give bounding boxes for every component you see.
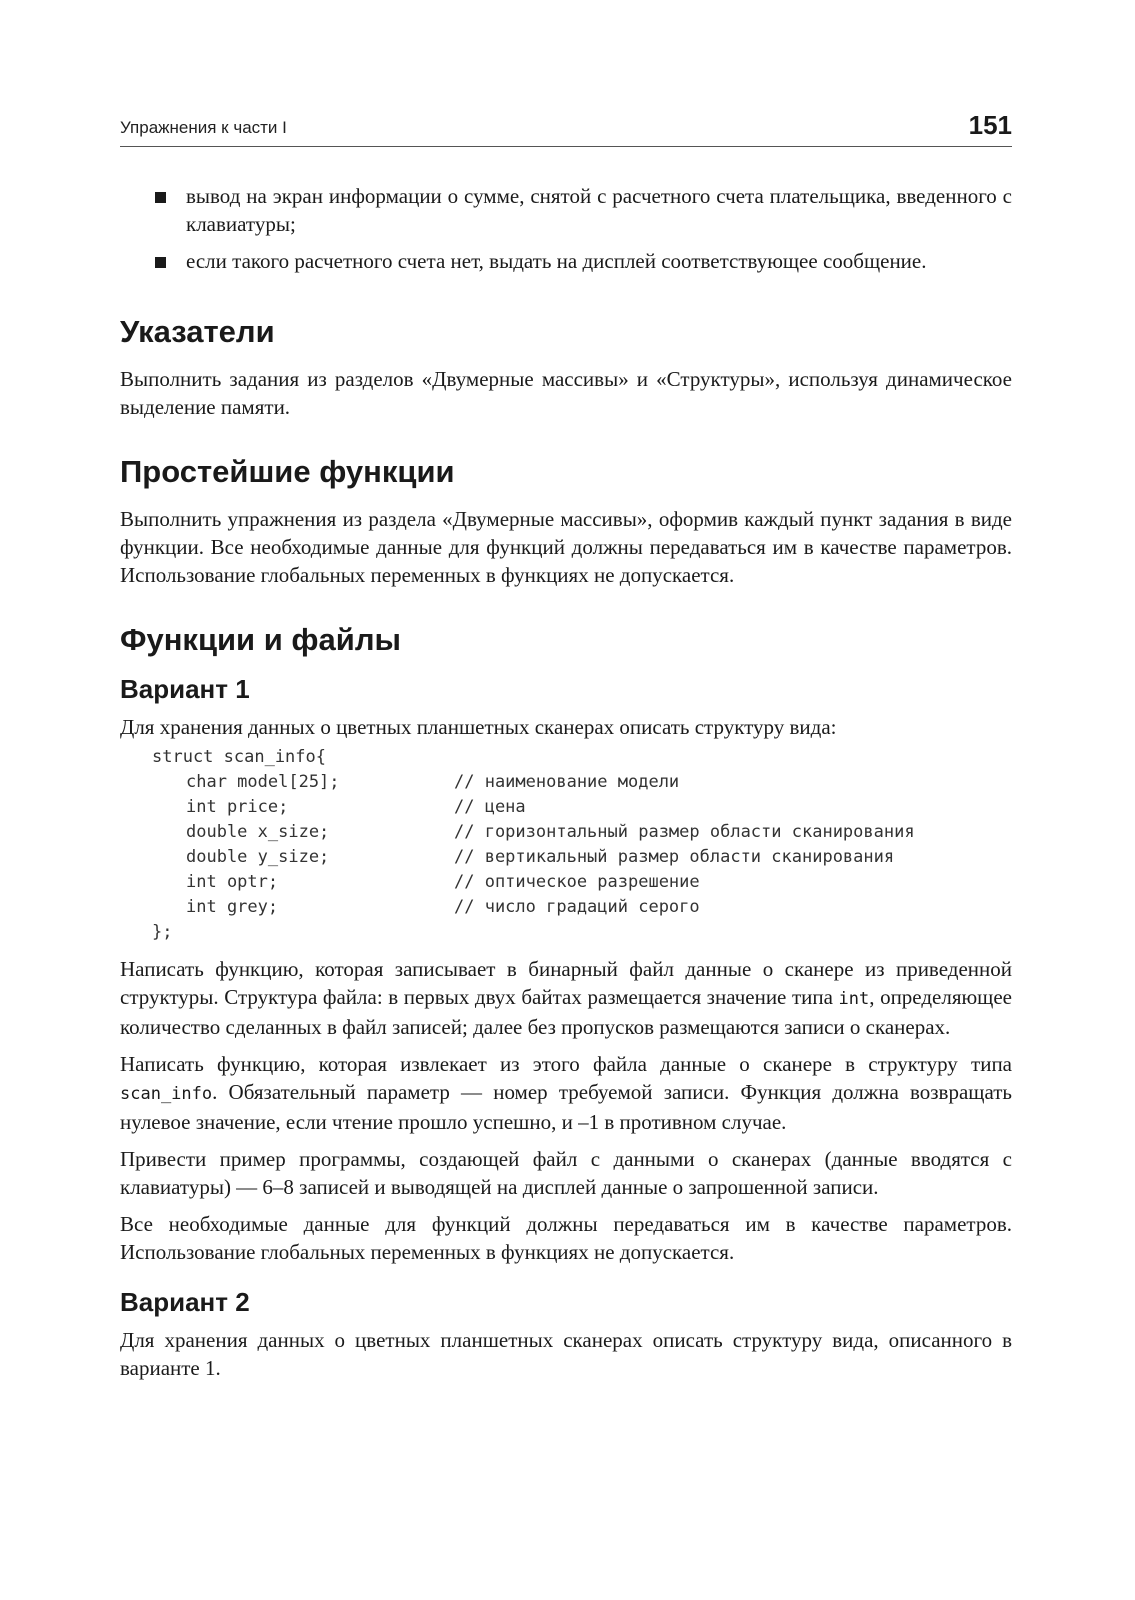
page-number: 151 — [968, 110, 1012, 140]
section-title-simple-functions: Простейшие функции — [120, 454, 455, 489]
code-line — [152, 870, 1012, 895]
text-run: Написать функцию, которая извлекает из этого файла данные о сканере в структуру типа — [120, 1052, 1012, 1076]
list-item — [120, 182, 1012, 238]
code-comment: // горизонтальный размер области сканирования — [454, 822, 915, 842]
list-item — [120, 247, 1012, 275]
square-bullet-icon — [155, 192, 166, 203]
text-run: , определяющее количество сделанных в файл записей; далее без пропусков размещаются записи о сканерах. — [120, 985, 1012, 1039]
code-struct-close: }; — [152, 922, 173, 942]
variant-1-paragraph-1 — [120, 955, 1012, 1041]
bullet-list — [120, 182, 1012, 275]
variant-1-title: Вариант 1 — [120, 674, 250, 704]
page-content — [120, 182, 1012, 1382]
variant-1-intro: Для хранения данных о цветных планшетных сканерах описать структуру вида: — [120, 715, 837, 739]
text-run: . Обязательный параметр — номер требуемой записи. Функция должна возвращать нулевое значение, если чтение прошло успешно, и –1 в противном случае. — [120, 1080, 1012, 1134]
code-line — [152, 770, 1012, 795]
code-comment: // наименование модели — [454, 772, 680, 792]
list-item-text: если такого расчетного счета нет, выдать на дисплей соответствующее сообщение. — [186, 249, 927, 273]
square-bullet-icon — [155, 257, 166, 268]
code-comment: // цена — [454, 797, 526, 817]
variant-2-text: Для хранения данных о цветных планшетных сканерах описать структуру вида, описанного в варианте 1. — [120, 1328, 1012, 1380]
code-line — [152, 920, 1012, 945]
list-item-text: вывод на экран информации о сумме, снятой с расчетного счета плательщика, введенного с клавиатуры; — [186, 184, 1012, 236]
variant-1-paragraph-4: Все необходимые данные для функций должны передаваться им в качестве параметров. Использование глобальных переменных в функциях не допускается. — [120, 1212, 1012, 1264]
inline-code: scan_info — [120, 1084, 213, 1104]
code-line — [152, 820, 1012, 845]
code-decl: int grey; — [186, 897, 279, 917]
code-line — [152, 845, 1012, 870]
code-decl: int price; — [186, 797, 289, 817]
variant-1-paragraph-2 — [120, 1050, 1012, 1136]
inline-code: int — [838, 989, 870, 1009]
section-title-functions-files: Функции и файлы — [120, 622, 401, 657]
text-run: Написать функцию, которая записывает в бинарный файл данные о сканере из приведенной структуры. Структура файла: в первых двух байтах размещается значение типа — [120, 957, 1012, 1009]
code-line — [152, 795, 1012, 820]
code-block — [152, 745, 1012, 945]
simple-functions-text: Выполнить упражнения из раздела «Двумерные массивы», оформив каждый пункт задания в виде функции. Все необходимые данные для функций должны передаваться им в качестве параметров. Использование глобальных переменных в функциях не допускается. — [120, 507, 1012, 587]
code-decl: double x_size; — [186, 822, 330, 842]
code-decl: int optr; — [186, 872, 279, 892]
code-comment: // число градаций серого — [454, 897, 700, 917]
code-comment: // оптическое разрешение — [454, 872, 700, 892]
running-title: Упражнения к части I — [120, 118, 287, 137]
pointers-text: Выполнить задания из разделов «Двумерные массивы» и «Структуры», используя динамическое выделение памяти. — [120, 367, 1012, 419]
code-decl: char model[25]; — [186, 772, 340, 792]
variant-2-title: Вариант 2 — [120, 1287, 250, 1317]
section-title-pointers: Указатели — [120, 314, 275, 349]
code-line — [152, 745, 1012, 770]
page-header — [120, 110, 1012, 147]
variant-1-paragraph-3: Привести пример программы, создающей файл с данными о сканерах (данные вводятся с клавиатуры) — 6–8 записей и выводящей на дисплей данные о запрошенной записи. — [120, 1147, 1012, 1199]
code-struct-open: struct scan_info{ — [152, 747, 326, 767]
code-comment: // вертикальный размер области сканирования — [454, 847, 895, 867]
code-line — [152, 895, 1012, 920]
code-decl: double y_size; — [186, 847, 330, 867]
